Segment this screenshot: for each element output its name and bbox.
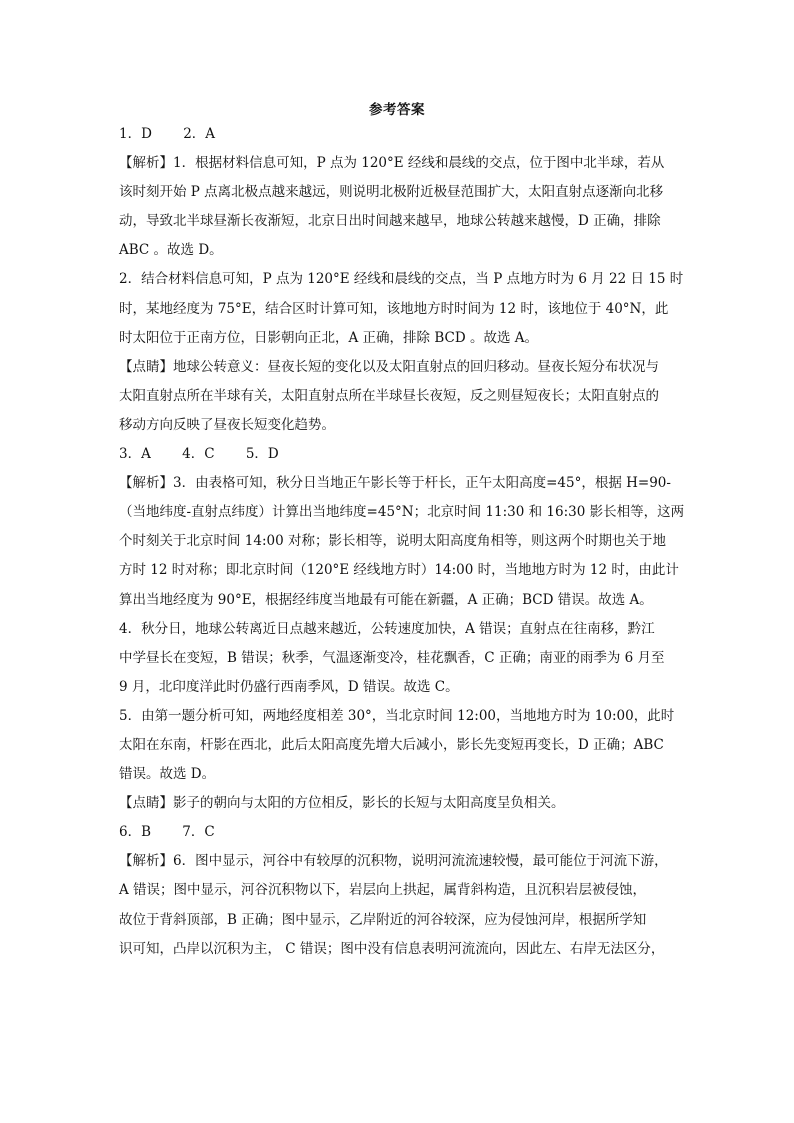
answer-line: 4．秋分日，地球公转离近日点越来越近，公转速度加快，A 错误；直射点在往南移，黔江: [119, 620, 655, 637]
answer-line: 2．结合材料信息可知，P 点为 120°E 经线和晨线的交点，当 P 点地方时为 6 月 22 日 15 时: [119, 271, 684, 288]
answer-line: 时太阳位于正南方位，日影朝向正北，A 正确，排除 BCD 。故选 A。: [119, 329, 538, 346]
answer-line: 个时刻关于北京时间 14:00 对称；影长相等，说明太阳高度角相等，则这两个时期也关于地: [119, 533, 666, 550]
answer-line: 算出当地经度为 90°E，根据经纬度当地最有可能在新疆，A 正确；BCD 错误。故选 A。: [119, 591, 653, 608]
answer-line: 错误。故选 D。: [119, 766, 216, 783]
answer-line: 【解析】1．根据材料信息可知，P 点为 120°E 经线和晨线的交点，位于图中北半球，若从: [119, 155, 665, 172]
answer-line: 该时刻开始 P 点离北极点越来越远，则说明北极附近极昼范围扩大，太阳直射点逐渐向北移: [119, 184, 664, 201]
answer-line: 【点睛】影子的朝向与太阳的方位相反，影长的长短与太阳高度呈负相关。: [119, 795, 565, 812]
answer-line: 方时 12 时对称；即北京时间（120°E 经线地方时）14:00 时，当地地方时为 12 时，由此计: [119, 562, 679, 579]
page-title: 参考答案: [369, 102, 425, 118]
answer-line: 动，导致北半球昼渐长夜渐短，北京日出时间越来越早，地球公转越来越慢，D 正确，排除: [119, 213, 661, 230]
answer-line: 6．B 7．C: [119, 824, 215, 841]
answer-line: 中学昼长在变短，B 错误；秋季，气温逐渐变冷，桂花飘香，C 正确；南亚的雨季为 6 月至: [119, 649, 665, 666]
answer-body: [119, 120, 685, 964]
answer-line: 3．A 4．C 5．D: [119, 446, 279, 463]
answer-line: 5．由第一题分析可知，两地经度相差 30°，当北京时间 12:00，当地地方时为 10:00，此时: [119, 707, 675, 724]
answer-line: 【点睛】地球公转意义：昼夜长短的变化以及太阳直射点的回归移动。昼夜长短分布状况与: [119, 358, 659, 375]
answer-line: 故位于背斜顶部，B 正确；图中显示，乙岸附近的河谷较深，应为侵蚀河岸，根据所学知: [119, 911, 647, 928]
answer-line: 【解析】6．图中显示，河谷中有较厚的沉积物，说明河流流速较慢，最可能位于河流下游，: [119, 853, 668, 870]
answer-line: ABC 。故选 D。: [119, 242, 223, 259]
answer-line: （当地纬度-直射点纬度）计算出当地纬度=45°N；北京时间 11:30 和 16:30 影长相等，这两: [119, 504, 685, 521]
answer-line: 移动方向反映了昼夜长短变化趋势。: [119, 416, 335, 433]
answer-line: 识可知，凸岸以沉积为主， C 错误；图中没有信息表明河流流向，因此左、右岸无法区分，: [119, 940, 665, 957]
answer-line: 太阳直射点所在半球有关，太阳直射点所在半球昼长夜短，反之则昼短夜长；太阳直射点的: [119, 387, 659, 404]
answer-line: 时，某地经度为 75°E，结合区时计算可知，该地地方时时间为 12 时，该地位于 40°N，此: [119, 300, 669, 317]
answer-line: 9 月，北印度洋此时仍盛行西南季风，D 错误。故选 C。: [119, 678, 459, 695]
answer-line: A 错误；图中显示，河谷沉积物以下，岩层向上拱起，属背斜构造，且沉积岩层被侵蚀，: [119, 882, 647, 899]
answer-line: 太阳在东南，杆影在西北，此后太阳高度先增大后减小，影长先变短再变长，D 正确；ABC: [119, 736, 664, 753]
answer-line: 1．D 2．A: [119, 126, 216, 142]
answer-line: 【解析】3．由表格可知，秋分日当地正午影长等于杆长，正午太阳高度=45°，根据 H=90-: [119, 475, 671, 492]
